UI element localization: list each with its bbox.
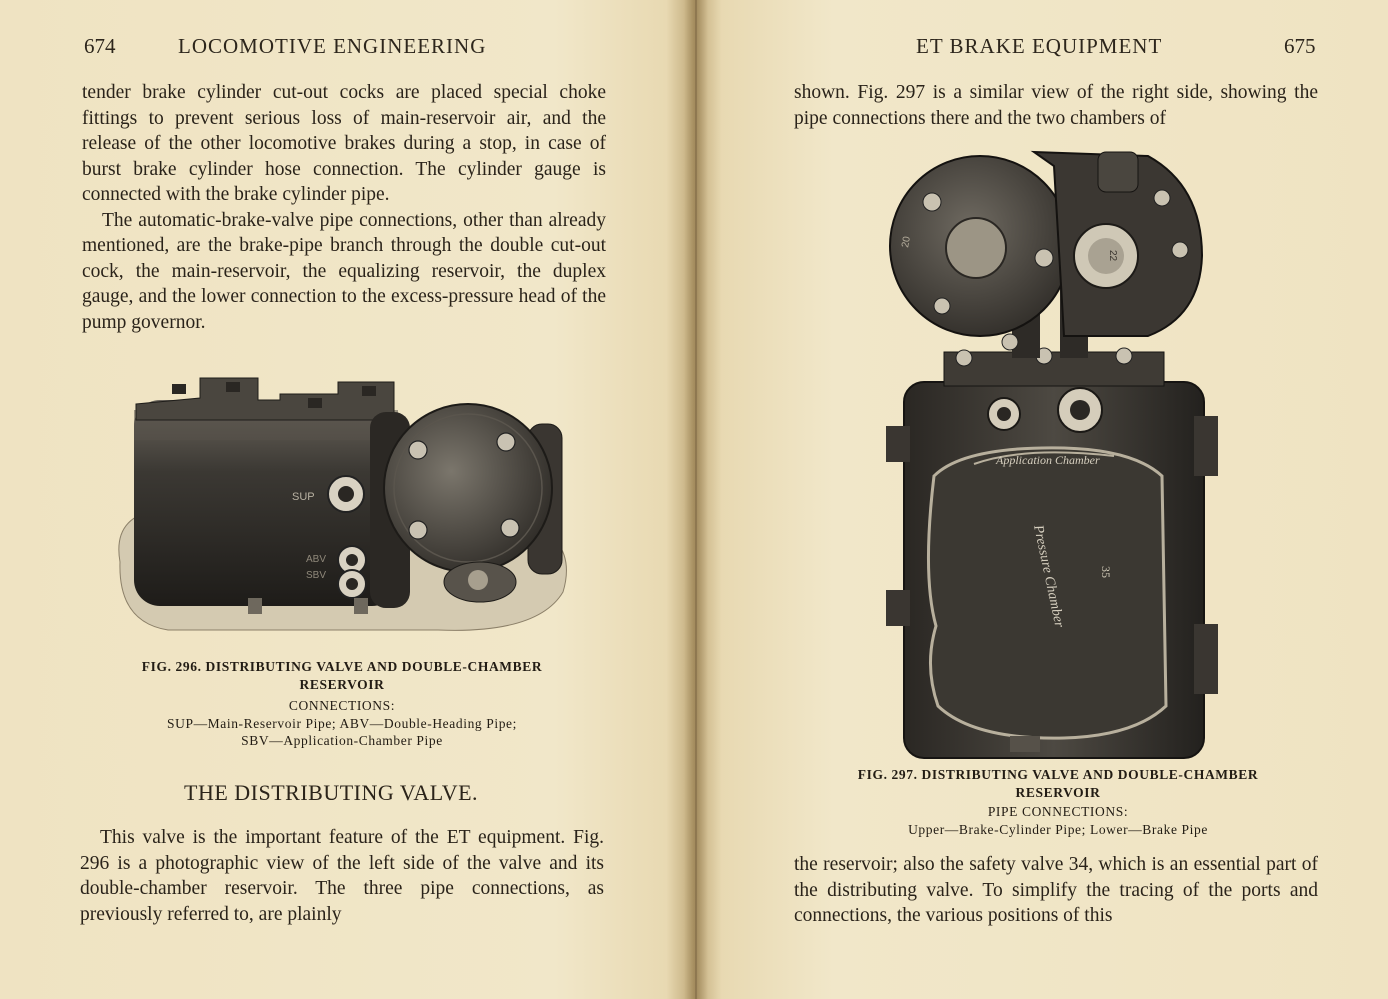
fig-296-caption [78, 658, 606, 750]
fig-296-caption-line2: RESERVOIR [299, 676, 385, 692]
fig-297-connections-title: PIPE CONNECTIONS: [987, 804, 1129, 819]
left-closing-paragraph: This valve is the important feature of the ET equipment. Fig. 296 is a photographic view of the left side of the valve and its double-chamber reservoir. The three pipe connections, as previously referred to, are plainly [80, 827, 604, 925]
left-paragraph-2: The automatic-brake-valve pipe connections, other than already mentioned, are the brake-pipe branch through the double cut-out cock, the main-reservoir, the equalizing reservoir, the duplex gauge, and the lower connection to the excess-pressure head of the pump governor. [82, 209, 606, 333]
right-opening-text [794, 80, 1318, 131]
application-chamber-label: Application Chamber [996, 453, 1100, 467]
left-page-number: 674 [84, 34, 116, 58]
fig-297-connections-line1: Upper—Brake-Cylinder Pipe; Lower—Brake Pipe [908, 821, 1208, 837]
number-35-label: 35 [1099, 566, 1113, 578]
right-running-head: ET BRAKE EQUIPMENT [916, 34, 1163, 58]
right-page-number: 675 [1284, 34, 1316, 58]
fig-296-connections-line2: SBV—Application-Chamber Pipe [241, 733, 443, 748]
pressure-chamber-label: Pressure Chamber [1030, 523, 1067, 629]
fig-297-caption-line1: FIG. 297. DISTRIBUTING VALVE AND DOUBLE-CHAMBER [857, 767, 1259, 782]
left-body-text [82, 80, 606, 335]
right-opening-paragraph: shown. Fig. 297 is a similar view of the right side, showing the pipe connections there and the two chambers of [794, 82, 1318, 129]
fig-297-caption-line2: RESERVOIR [1015, 784, 1101, 800]
fig-297-caption [794, 766, 1322, 838]
fig-296-illustration [108, 372, 578, 644]
number-20-label: 20 [900, 235, 913, 249]
right-closing-text [794, 852, 1318, 929]
left-closing-text [80, 825, 604, 927]
valve-cover-disc [384, 404, 552, 572]
right-closing-paragraph: the reservoir; also the safety valve 34, which is an essential part of the distributing valve. To simplify the tracing of the ports and connections, the various positions of this [794, 854, 1318, 926]
fig-296-connections-line1: SUP—Main-Reservoir Pipe; ABV—Double-Heading Pipe; [167, 715, 517, 731]
fig-296-caption-line1: FIG. 296. DISTRIBUTING VALVE AND DOUBLE-CHAMBER [141, 659, 543, 674]
sbv-marking: SBV [306, 570, 327, 581]
fig-297-illustration [884, 146, 1224, 762]
left-paragraph-1: tender brake cylinder cut-out cocks are placed special choke fittings to prevent serious loss of main-reservoir air, and the release of the other locomotive brakes during a stop, in case of burst brake cylinder hose connection. The cylinder gauge is connected with the brake cylinder pipe. [82, 82, 606, 205]
section-title: THE DISTRIBUTING VALVE. [184, 780, 479, 805]
sup-marking: SUP [292, 491, 315, 503]
number-22-label: 22 [1107, 250, 1118, 262]
abv-marking: ABV [306, 554, 327, 565]
left-running-head: LOCOMOTIVE ENGINEERING [178, 34, 487, 58]
fig-296-connections-title: CONNECTIONS: [288, 698, 396, 713]
right-page [694, 0, 1388, 999]
